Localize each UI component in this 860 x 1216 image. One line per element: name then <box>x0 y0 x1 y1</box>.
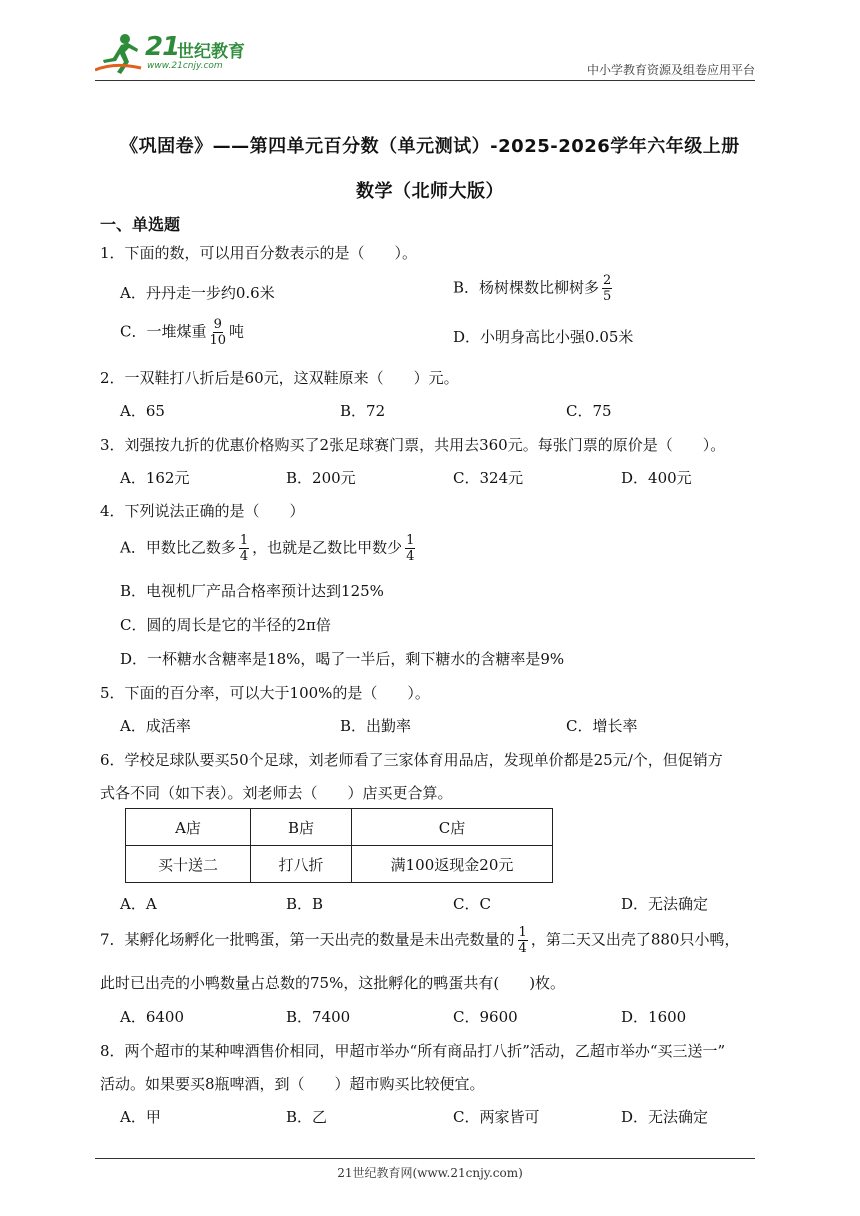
question-6-stem-line2: 式各不同（如下表）。刘老师去（ ）店买更合算。 <box>100 784 453 802</box>
fraction: $\frac{1}{4}$ <box>518 925 527 956</box>
q5-option-c: C．增长率 <box>566 717 638 735</box>
page-title-line1: 《巩固卷》——第四单元百分数（单元测试）-2025-2026学年六年级上册 <box>120 136 740 157</box>
fraction: $\frac{2}{5}$ <box>603 273 612 304</box>
q8-option-c: C．两家皆可 <box>453 1108 540 1126</box>
runner-icon <box>95 32 143 76</box>
header-platform-text: 中小学教育资源及组卷应用平台 <box>586 63 755 77</box>
logo-number: 21 <box>145 32 180 62</box>
q1-option-c: C．一堆煤重 $\frac{9}{10}$ 吨 <box>120 317 245 348</box>
question-7-stem-line1: 7．某孵化场孵化一批鸭蛋，第一天出壳的数量是未出壳数量的 $\frac{1}{4}$ ，第二天又出壳了880只小鸭， <box>100 925 740 956</box>
q6-option-a: A．A <box>120 895 157 913</box>
q6-option-d: D．无法确定 <box>621 895 709 913</box>
question-8-stem-line2: 活动。如果要买8瓶啤酒，到（ ）超市购买比较便宜。 <box>100 1075 485 1093</box>
table-header-cell: A店 <box>126 809 251 846</box>
page-footer: 21世纪教育网(www.21cnjy.com) <box>337 1166 523 1180</box>
question-6-stem-line1: 6．学校足球队要买50个足球，刘老师看了三家体育用品店，发现单价都是25元/个，但促销方 <box>100 751 723 769</box>
q5-option-a: A．成活率 <box>120 717 191 735</box>
q8-option-a: A．甲 <box>120 1108 161 1126</box>
q7-option-b: B．7400 <box>286 1008 351 1026</box>
q4-option-c: C．圆的周长是它的半径的2π倍 <box>120 616 331 634</box>
q8-option-b: B．乙 <box>286 1108 328 1126</box>
table-header-row <box>126 809 553 846</box>
q3-option-b: B．200元 <box>286 469 356 487</box>
q3-option-a: A．162元 <box>120 469 190 487</box>
q6-option-b: B．B <box>286 895 324 913</box>
table-cell: 满100返现金20元 <box>352 846 553 883</box>
q3-option-c: C．324元 <box>453 469 524 487</box>
question-1-stem: 1．下面的数，可以用百分数表示的是（ ）。 <box>100 244 418 262</box>
q7-option-a: A．6400 <box>120 1008 185 1026</box>
fraction: $\frac{1}{4}$ <box>239 533 249 564</box>
question-5-stem: 5．下面的百分率，可以大于100%的是（ ）。 <box>100 684 430 702</box>
logo-url: www.21cnjy.com <box>147 61 223 71</box>
question-3-stem: 3．刘强按九折的优惠价格购买了2张足球赛门票，共用去360元。每张门票的原价是（ ）。 <box>100 436 726 454</box>
question-8-stem-line1: 8．两个超市的某种啤酒售价相同，甲超市举办“所有商品打八折”活动，乙超市举办“买三送一” <box>100 1042 726 1060</box>
footer-divider <box>95 1158 755 1159</box>
question-4-stem: 4．下列说法正确的是（ ） <box>100 502 305 520</box>
q2-option-b: B．72 <box>340 402 386 420</box>
table-cell: 买十送二 <box>126 846 251 883</box>
section-heading: 一、单选题 <box>100 215 181 234</box>
q7-option-d: D．1600 <box>621 1008 687 1026</box>
page-header <box>95 30 755 81</box>
q2-option-c: C．75 <box>566 402 612 420</box>
site-logo <box>95 30 265 76</box>
q7-option-c: C．9600 <box>453 1008 518 1026</box>
q3-option-d: D．400元 <box>621 469 692 487</box>
table-row <box>126 846 553 883</box>
q4-option-a: A．甲数比乙数多 $\frac{1}{4}$ ，也就是乙数比甲数少 $\frac{1}{4}$ <box>120 533 415 564</box>
q1-option-d: D．小明身高比小强0.05米 <box>453 328 634 346</box>
promotion-table <box>125 808 553 883</box>
q4-option-d: D．一杯糖水含糖率是18%，喝了一半后，剩下糖水的含糖率是9% <box>120 650 565 668</box>
q5-option-b: B．出勤率 <box>340 717 412 735</box>
question-2-stem: 2．一双鞋打八折后是60元，这双鞋原来（ ）元。 <box>100 369 459 387</box>
fraction: $\frac{1}{4}$ <box>406 533 415 564</box>
q4-option-b: B．电视机厂产品合格率预计达到125% <box>120 582 384 600</box>
table-cell: 打八折 <box>251 846 352 883</box>
table-header-cell: B店 <box>251 809 352 846</box>
logo-text: 世纪教育 <box>177 42 245 62</box>
q1-option-b: B．杨树棵数比柳树多 $\frac{2}{5}$ <box>453 273 612 304</box>
question-7-stem-line2: 此时已出壳的小鸭数量占总数的75%，这批孵化的鸭蛋共有( )枚。 <box>100 974 566 992</box>
table-header-cell: C店 <box>352 809 553 846</box>
q6-option-c: C．C <box>453 895 491 913</box>
q1-option-a: A．丹丹走一步约0.6米 <box>120 284 275 302</box>
q8-option-d: D．无法确定 <box>621 1108 709 1126</box>
page-title-line2: 数学（北师大版） <box>356 181 504 202</box>
fraction: $\frac{9}{10}$ <box>209 317 227 348</box>
q2-option-a: A．65 <box>120 402 165 420</box>
